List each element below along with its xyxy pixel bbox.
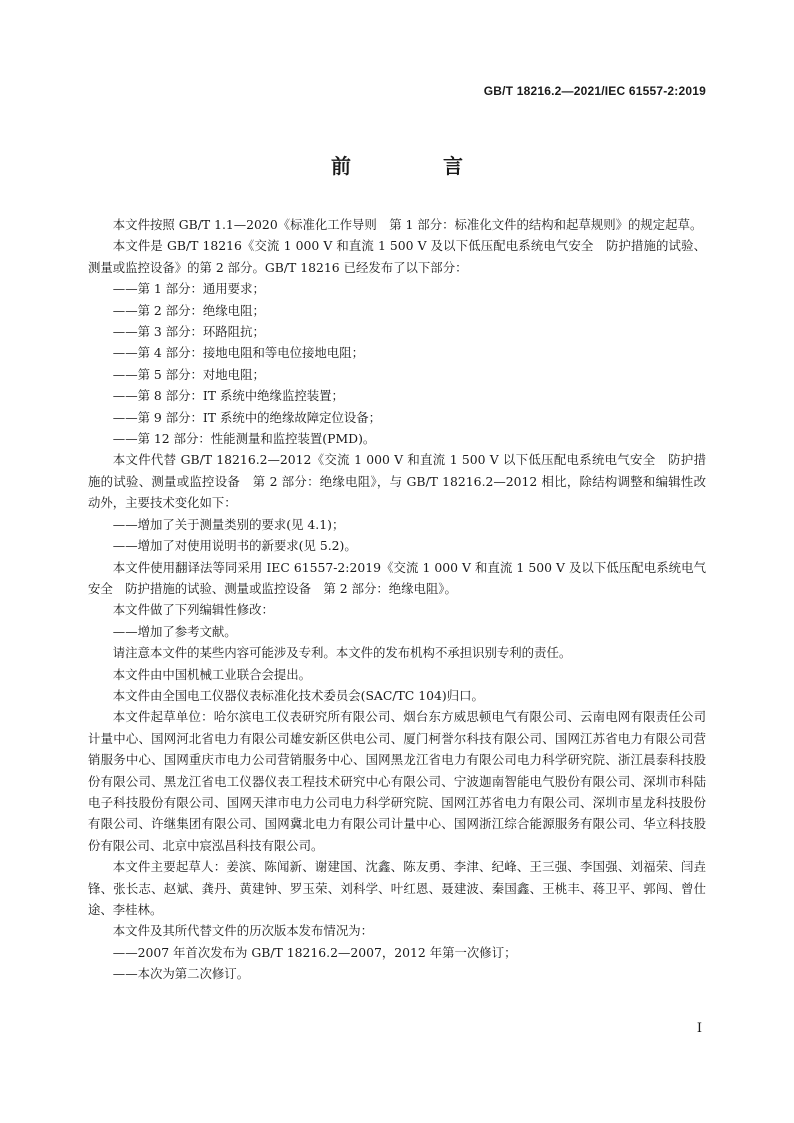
list-item: ——第 8 部分：IT 系统中绝缘监控装置； <box>112 388 344 404</box>
list-item: ——第 12 部分：性能测量和监控装置(PMD)。 <box>112 431 376 447</box>
paragraph: 本文件起草单位：哈尔滨电工仪表研究所有限公司、烟台东方威思顿电气有限公司、云南电网有限责任公司计量中心、国网河北省电力有限公司雄安新区供电公司、厦门柯誉尔科技有限公司、国网江苏省电力有限公司营销服务中心、国网重庆市电力公司营销服务中心、国网黑龙江省电力有限公司电力科学研究院、浙江晨泰科技股份有限公司、黑龙江省电工仪器仪表工程技术研究中心有限公司、宁波迦南智能电气股份有限公司、深圳市科陆电子科技股份有限公司、国网天津市电力公司电力科学研究院、国网江苏省电力有限公司、深圳市星龙科技股份有限公司、许继集团有限公司、国网冀北电力有限公司计量中心、国网浙江综合能源服务有限公司、华立科技股份有限公司、北京中宸泓昌科技有限公司。 <box>88 709 706 853</box>
foreword-body <box>88 214 706 985</box>
paragraph: 本文件及其所代替文件的历次版本发布情况为： <box>112 923 373 939</box>
paragraph: 本文件使用翻译法等同采用 IEC 61557-2:2019《交流 1 000 V 和直流 1 500 V 及以下低压配电系统电气安全 防护措施的试验、测量或监控设备 第 2 部分：绝缘电阻》。 <box>88 559 706 596</box>
list-item: ——第 9 部分：IT 系统中的绝缘故障定位设备； <box>112 409 382 425</box>
list-item: ——增加了关于测量类别的要求(见 4.1)； <box>112 516 345 532</box>
paragraph: 本文件由中国机械工业联合会提出。 <box>112 666 312 682</box>
list-item: ——增加了参考文献。 <box>112 623 237 639</box>
paragraph: 请注意本文件的某些内容可能涉及专利。本文件的发布机构不承担识别专利的责任。 <box>112 645 572 661</box>
list-item: ——2007 年首次发布为 GB/T 18216.2—2007，2012 年第一次修订； <box>112 944 517 960</box>
list-item: ——第 5 部分：对地电阻； <box>112 366 265 382</box>
page-number: I <box>696 1021 702 1036</box>
list-item: ——本次为第二次修订。 <box>112 966 250 982</box>
paragraph: 本文件主要起草人：姜滨、陈闻新、谢建国、沈鑫、陈友勇、李津、纪峰、王三强、李国强、刘福荣、闫垚锋、张长志、赵斌、龚丹、黄建钟、罗玉荣、刘科学、叶红恩、聂建波、秦国鑫、王桃丰、蒋卫平、郭闯、曾仕途、李桂林。 <box>88 859 706 917</box>
page-title: 前 言 <box>331 154 499 178</box>
paragraph: 本文件按照 GB/T 1.1—2020《标准化工作导则 第 1 部分：标准化文件的结构和起草规则》的规定起草。 <box>112 217 703 232</box>
paragraph: 本文件做了下列编辑性修改： <box>112 602 274 618</box>
standard-code-header: GB/T 18216.2—2021/IEC 61557-2:2019 <box>483 84 706 98</box>
list-item: ——第 4 部分：接地电阻和等电位接地电阻； <box>112 345 364 361</box>
list-item: ——第 2 部分：绝缘电阻； <box>112 302 265 318</box>
paragraph: 本文件是 GB/T 18216《交流 1 000 V 和直流 1 500 V 及以下低压配电系统电气安全 防护措施的试验、测量或监控设备》的第 2 部分。GB/T 18216 已经发布了以下部分： <box>88 238 706 275</box>
paragraph: 本文件代替 GB/T 18216.2—2012《交流 1 000 V 和直流 1 500 V 以下低压配电系统电气安全 防护措施的试验、测量或监控设备 第 2 部分：绝缘电阻》，与 GB/T 18216.2—2012 相比，除结构调整和编辑性改动外，主要技术变化如下： <box>88 452 706 511</box>
list-item: ——第 3 部分：环路阻抗； <box>112 324 265 340</box>
list-item: ——增加了对使用说明书的新要求(见 5.2)。 <box>112 538 357 554</box>
list-item: ——第 1 部分：通用要求； <box>112 281 265 297</box>
paragraph: 本文件由全国电工仪器仪表标准化技术委员会(SAC/TC 104)归口。 <box>112 687 484 703</box>
